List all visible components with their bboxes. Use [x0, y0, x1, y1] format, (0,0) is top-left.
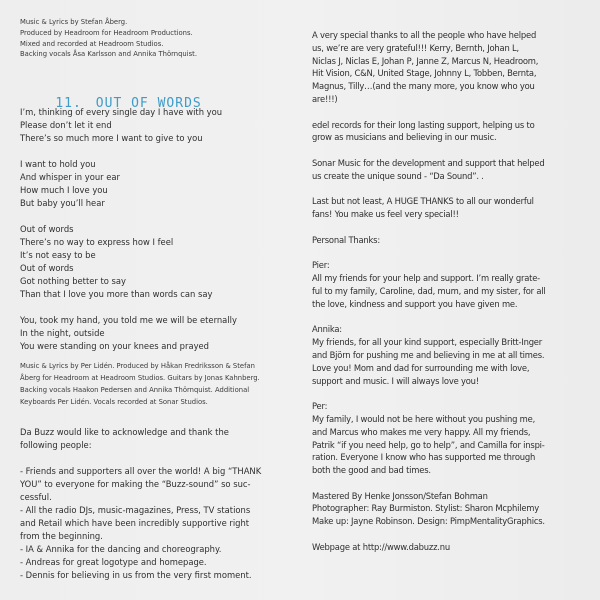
text-line: from the beginning.	[20, 531, 103, 541]
text-line: Patrik “if you need help, go to help”, and Camilla for inspi-	[312, 439, 545, 450]
text-line: Magnus, Tilly…(and the many more, you know who you	[312, 81, 535, 92]
text-line: Backing vocals Haakon Pedersen and Annika Thörnquist. Additional	[20, 386, 250, 394]
text-line: grow as musicians and believing in our music.	[312, 132, 497, 143]
text-line: Sonar Music for the development and support that helped	[312, 157, 545, 168]
text-line: I want to hold you	[20, 159, 96, 169]
text-line: Than that I love you more than words can say	[20, 289, 213, 299]
text-line	[312, 477, 546, 490]
text-line: You, took my hand, you told me we will be eternally	[20, 315, 237, 325]
text-line: Åberg for Headroom at Headroom Studios. Guitars by Jonas Kahnberg.	[20, 374, 260, 382]
text-line: Make up: Jayne Robinson. Design: PimpMentalityGraphics.	[312, 516, 545, 527]
text-line: Personal Thanks:	[312, 234, 380, 245]
text-line: And whisper in your ear	[20, 172, 120, 182]
text-line: and Marcus who makes me very happy. All my friends,	[312, 426, 531, 437]
text-line	[312, 387, 546, 400]
text-line: Keyboards Per Lidén. Vocals recorded at Sonar Studios.	[20, 398, 208, 406]
song-title	[20, 80, 202, 111]
text-line: Last but not least, A HUGE THANKS to all our wonderful	[312, 196, 534, 207]
text-line: and Retail which have been incredibly supportive right	[20, 518, 250, 528]
text-line: Hit Vision, C&N, United Stage, Johnny L, Tobben, Bernta,	[312, 68, 537, 79]
text-line: Out of words	[20, 224, 74, 234]
text-line	[312, 528, 546, 541]
text-line: You were standing on your knees and prayed	[20, 341, 209, 351]
text-line	[312, 144, 546, 157]
text-line: both the good and bad times.	[312, 465, 431, 476]
text-line: Niclas J, Niclas E, Johan P, Janne Z, Marcus N, Headroom,	[312, 55, 539, 66]
text-line: There’s so much more I want to give to you	[20, 133, 203, 143]
text-line: - Dennis for believing in us from the very first moment.	[20, 570, 252, 580]
text-line: Mixed and recorded at Headroom Studios.	[20, 39, 164, 48]
text-line	[312, 106, 546, 119]
text-line: All my friends for your help and support. I’m really grate-	[312, 273, 540, 284]
text-line: Pier:	[312, 260, 330, 271]
text-line: Per:	[312, 401, 328, 412]
text-line: Got nothing better to say	[20, 276, 127, 286]
text-line	[20, 210, 237, 223]
text-line	[312, 247, 546, 260]
song-number: 11.	[55, 96, 82, 111]
text-line: support and music. I will always love you!	[312, 375, 479, 386]
text-line	[312, 183, 546, 196]
text-line: In the night, outside	[20, 328, 105, 338]
text-line: Annika:	[312, 324, 342, 335]
text-line: A very special thanks to all the people who have helped	[312, 30, 537, 40]
text-line: - All the radio DJs, music-magazines, Press, TV stations	[20, 505, 251, 515]
text-line: the love, kindness and support you have given me.	[312, 298, 518, 309]
credits-song	[20, 360, 260, 408]
text-line: us, we’re are very grateful!!! Kerry, Bernth, Johan L,	[312, 42, 519, 53]
text-line	[20, 145, 237, 158]
thanks-column	[312, 29, 546, 554]
text-line: ration. Everyone I know who has supported me through	[312, 452, 536, 463]
song-title-text: OUT OF WORDS	[95, 96, 202, 111]
text-line	[20, 452, 261, 465]
text-line: My family, I would not be here without you pushing me,	[312, 413, 536, 424]
text-line: I’m, thinking of every single day I have with you	[20, 107, 223, 117]
text-line: following people:	[20, 440, 92, 450]
text-line: Produced by Headroom for Headroom Productions.	[20, 28, 193, 37]
acknowledgements	[20, 426, 261, 582]
text-line: Photographer: Ray Burmiston. Stylist: Sharon Mcphilemy	[312, 503, 539, 514]
text-line: Da Buzz would like to acknowledge and thank the	[20, 427, 229, 437]
text-line: Out of words	[20, 263, 74, 273]
text-line: fans! You make us feel very special!!	[312, 209, 459, 220]
text-line: ful to my family, Caroline, dad, mum, and my sister, for all	[312, 285, 546, 296]
text-line: edel records for their long lasting support, helping us to	[312, 119, 535, 130]
text-line: Webpage at http://www.dabuzz.nu	[312, 541, 450, 552]
text-line: Love you! Mom and dad for surrounding me with love,	[312, 362, 530, 373]
credits-top	[20, 17, 197, 60]
text-line: Please don’t let it end	[20, 120, 112, 130]
text-line: It’s not easy to be	[20, 250, 96, 260]
lyrics	[20, 106, 237, 353]
text-line: But baby you’ll hear	[20, 198, 105, 208]
text-line: - IA & Annika for the dancing and choreography.	[20, 544, 222, 554]
text-line: - Andreas for great logotype and homepage.	[20, 557, 207, 567]
text-line: are!!!)	[312, 93, 338, 104]
text-line	[312, 221, 546, 234]
text-line: Mastered By Henke Jonsson/Stefan Bohman	[312, 490, 488, 501]
text-line: YOU” to everyone for making the “Buzz-sound” so suc-	[20, 479, 251, 489]
text-line: My friends, for all your kind support, especially Britt-Inger	[312, 337, 543, 348]
text-line: - Friends and supporters all over the world! A big “THANK	[20, 466, 262, 476]
text-line	[20, 301, 237, 314]
text-line: There’s no way to express how I feel	[20, 237, 174, 247]
text-line: Backing vocals Åsa Karlsson and Annika Thörnquist.	[20, 50, 197, 59]
text-line: and Björn for pushing me and believing in me at all times.	[312, 349, 545, 360]
text-line: cessful.	[20, 492, 52, 502]
text-line: How much I love you	[20, 185, 108, 195]
text-line	[312, 311, 546, 324]
text-line: Music & Lyrics by Per Lidén. Produced by Håkan Fredriksson & Stefan	[20, 362, 255, 370]
text-line: Music & Lyrics by Stefan Åberg.	[20, 18, 128, 26]
text-line: us create the unique sound - “Da Sound”. .	[312, 170, 484, 181]
